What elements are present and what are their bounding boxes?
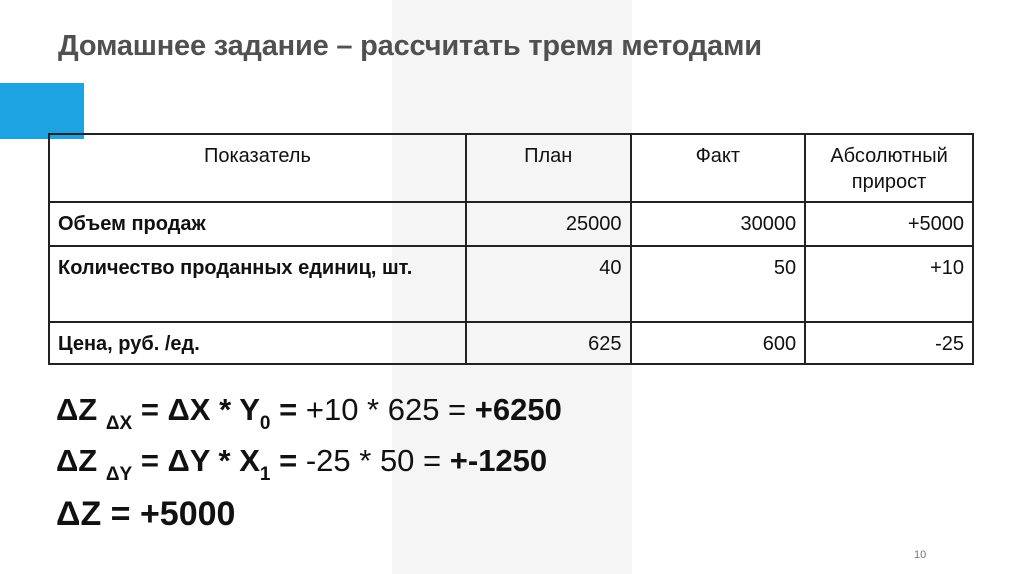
formula-lhs-subscript: ΔY xyxy=(105,464,133,485)
formula-lhs-subscript: ΔX xyxy=(105,413,133,434)
header-fact: Факт xyxy=(631,134,806,202)
row-label-units-sold: Количество проданных единиц, шт. xyxy=(49,246,466,322)
cell-plan: 25000 xyxy=(466,202,631,246)
cell-fact: 600 xyxy=(631,322,806,364)
accent-square xyxy=(0,83,84,139)
formula-factor-subscript: 1 xyxy=(259,464,271,485)
formula-factor-subscript: 0 xyxy=(259,413,271,434)
formula-lhs: ΔZ xyxy=(56,443,98,478)
formula-factor: = ΔX * Y xyxy=(140,392,260,427)
formula-equals: = xyxy=(279,392,298,427)
cell-delta: -25 xyxy=(805,322,973,364)
slide-title: Домашнее задание – рассчитать тремя методами xyxy=(58,30,762,62)
row-label-sales-volume: Объем продаж xyxy=(49,202,466,246)
formula-calculation: +10 * 625 = xyxy=(305,392,467,427)
table-row xyxy=(49,246,973,322)
header-absolute-growth: Абсолютный прирост xyxy=(805,134,973,202)
formula-result: +-1250 xyxy=(449,443,548,478)
formula-line-x xyxy=(56,392,562,442)
formula-line-y xyxy=(56,443,547,493)
table-row xyxy=(49,322,973,364)
table-row xyxy=(49,202,973,246)
formula-total-text: ΔZ = +5000 xyxy=(56,495,236,533)
cell-fact: 30000 xyxy=(631,202,806,246)
formula-factor: = ΔY * X xyxy=(140,443,260,478)
formula-result: +6250 xyxy=(474,392,562,427)
cell-delta: +10 xyxy=(805,246,973,322)
table-header-row xyxy=(49,134,973,202)
header-plan: План xyxy=(466,134,631,202)
formula-calculation: -25 * 50 = xyxy=(305,443,442,478)
formula-lhs: ΔZ xyxy=(56,392,98,427)
page-number: 10 xyxy=(914,549,927,561)
cell-plan: 40 xyxy=(466,246,631,322)
header-indicator: Показатель xyxy=(49,134,466,202)
data-table xyxy=(48,133,974,365)
cell-fact: 50 xyxy=(631,246,806,322)
formula-total xyxy=(56,496,235,532)
cell-plan: 625 xyxy=(466,322,631,364)
row-label-price: Цена, руб. /ед. xyxy=(49,322,466,364)
formula-equals: = xyxy=(279,443,298,478)
cell-delta: +5000 xyxy=(805,202,973,246)
